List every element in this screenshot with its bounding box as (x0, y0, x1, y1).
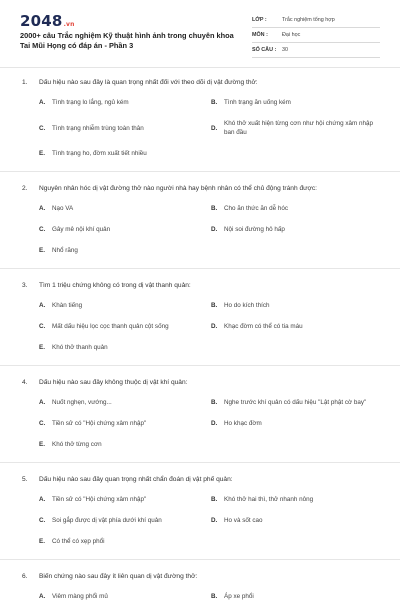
question-list (0, 78, 400, 600)
question-divider (0, 462, 400, 463)
question-5 (0, 475, 400, 546)
option-c[interactable] (39, 225, 211, 234)
option-text: Ho khạc đờm (224, 420, 262, 427)
document-title: 2000+ câu Trắc nghiệm Kỹ thuật hình ảnh trong chuyên khoa Tai Mũi Họng có đáp án - Phần 3 (20, 31, 234, 50)
option-text: Gây mê nội khí quản (52, 226, 111, 233)
option-c[interactable] (39, 516, 211, 525)
option-letter: D. (211, 124, 218, 132)
option-text: Nạo VA (52, 205, 74, 212)
option-letter: C. (39, 517, 46, 524)
option-grid (39, 398, 386, 449)
option-letter: C. (39, 124, 46, 132)
option-e[interactable] (39, 149, 211, 158)
option-letter: A. (39, 99, 46, 106)
option-e[interactable] (39, 537, 211, 546)
option-letter: E. (39, 441, 45, 448)
meta-value: 30 (282, 47, 288, 53)
option-letter: A. (39, 205, 46, 212)
option-d[interactable] (211, 119, 383, 137)
question-number: 2. (22, 185, 28, 192)
site-logo[interactable] (20, 12, 75, 30)
question-1 (0, 78, 400, 158)
option-text: Tình trạng ho, đờm xuất tiết nhiều (52, 150, 147, 157)
option-text: Tình trạng lo lắng, ngủ kém (52, 99, 129, 106)
option-text: Viêm màng phổi mủ (52, 593, 108, 600)
question-text: Dấu hiệu nào sau đây là quan trọng nhất đối với theo dõi dị vật đường thở: (39, 79, 258, 86)
option-text: Khó thở từng cơn (52, 441, 102, 448)
document-header (0, 0, 400, 62)
option-text: Mất dấu hiệu lọc cọc thanh quản cột sống (52, 323, 169, 330)
question-divider (0, 171, 400, 172)
option-letter: B. (211, 593, 218, 600)
option-a[interactable] (39, 592, 211, 600)
question-text: Nguyên nhân hóc dị vật đường thở nào người nhà hay bệnh nhân có thể chủ động tránh được: (39, 185, 317, 192)
option-text: Tiền sử có "Hội chứng xâm nhập" (52, 496, 147, 503)
question-number: 6. (22, 573, 28, 580)
question-stem (22, 281, 386, 290)
option-a[interactable] (39, 204, 211, 213)
option-text: Nội soi đường hô hấp (224, 226, 285, 233)
option-letter: A. (39, 302, 46, 309)
option-text: Ho và sốt cao (224, 517, 263, 524)
option-letter: D. (211, 420, 218, 427)
option-text: Khó thở thanh quản (52, 344, 108, 351)
question-number: 3. (22, 282, 28, 289)
logo-suffix: .vn (63, 21, 75, 28)
option-b[interactable] (211, 398, 383, 407)
option-e[interactable] (39, 440, 211, 449)
option-e[interactable] (39, 343, 211, 352)
option-text: Khạc đờm có thể có tia máu (224, 323, 303, 330)
option-letter: B. (211, 302, 218, 309)
option-letter: D. (211, 226, 218, 233)
question-number: 5. (22, 476, 28, 483)
meta-row-subject (252, 28, 380, 43)
option-text: Ho do kích thích (224, 302, 270, 309)
meta-value: Trắc nghiệm tổng hợp (282, 17, 335, 23)
question-4 (0, 378, 400, 449)
option-a[interactable] (39, 495, 211, 504)
question-2 (0, 184, 400, 255)
option-letter: C. (39, 323, 46, 330)
question-6 (0, 572, 400, 600)
option-a[interactable] (39, 301, 211, 310)
question-3 (0, 281, 400, 352)
meta-info-table (252, 13, 380, 58)
option-d[interactable] (211, 419, 383, 428)
option-grid (39, 98, 386, 158)
option-text: Tình trạng ăn uống kém (224, 99, 291, 106)
meta-label: LỚP : (252, 17, 267, 23)
option-d[interactable] (211, 516, 383, 525)
option-text: Khó thở xuất hiện từng cơn như hội chứng xâm nhập ban đầu (224, 120, 374, 136)
question-divider (0, 268, 400, 269)
meta-label: SỐ CÂU : (252, 47, 277, 53)
question-stem (22, 78, 386, 87)
option-text: Tiền sử có "Hội chứng xâm nhập" (52, 420, 147, 427)
question-divider (0, 559, 400, 560)
header-divider (0, 67, 400, 68)
logo-main: 2048 (20, 12, 63, 30)
meta-row-class (252, 13, 380, 28)
option-letter: B. (211, 205, 218, 212)
option-grid (39, 592, 386, 600)
option-b[interactable] (211, 204, 383, 213)
question-number: 1. (22, 79, 28, 86)
option-d[interactable] (211, 225, 383, 234)
question-text: Tìm 1 triệu chứng không có trong dị vật thanh quản: (39, 282, 191, 289)
option-text: Nhổ răng (52, 247, 78, 254)
option-letter: C. (39, 420, 46, 427)
option-letter: A. (39, 399, 46, 406)
question-text: Dấu hiệu nào sau đây không thuộc dị vật khí quản: (39, 379, 188, 386)
question-number: 4. (22, 379, 28, 386)
option-letter: B. (211, 399, 218, 406)
option-text: Khàn tiếng (52, 302, 83, 309)
option-b[interactable] (211, 98, 383, 107)
meta-row-count (252, 43, 380, 58)
meta-value: Đại học (282, 32, 301, 38)
option-grid (39, 204, 386, 255)
option-letter: D. (211, 323, 218, 330)
question-stem (22, 572, 386, 581)
option-b[interactable] (211, 592, 383, 600)
question-stem (22, 475, 386, 484)
question-divider (0, 365, 400, 366)
question-text: Dấu hiệu nào sau đây quan trọng nhất chẩn đoán dị vật phế quản: (39, 476, 233, 483)
option-text: Cho ăn thức ăn dễ hóc (224, 205, 289, 212)
question-text: Biến chứng nào sau đây ít liên quan dị vật đường thở: (39, 573, 198, 580)
option-b[interactable] (211, 301, 383, 310)
option-text: Nghe trước khí quản có dấu hiệu "Lật phật cờ bay" (224, 399, 367, 406)
option-text: Khó thở hai thì, thở nhanh nông (224, 496, 314, 503)
option-d[interactable] (211, 322, 383, 331)
option-text: Áp xe phổi (224, 593, 254, 600)
option-letter: A. (39, 593, 46, 600)
option-letter: E. (39, 538, 45, 545)
option-letter: B. (211, 99, 218, 106)
option-text: Có thể có xẹp phổi (52, 538, 105, 545)
option-a[interactable] (39, 98, 211, 107)
option-e[interactable] (39, 246, 211, 255)
option-letter: E. (39, 150, 45, 157)
option-letter: D. (211, 517, 218, 524)
question-stem (22, 184, 386, 193)
question-stem (22, 378, 386, 387)
option-c[interactable] (39, 419, 211, 428)
option-letter: A. (39, 496, 46, 503)
option-c[interactable] (39, 322, 211, 331)
option-text: Soi gắp được dị vật phía dưới khí quản (52, 517, 162, 524)
meta-label: MÔN : (252, 32, 268, 38)
option-letter: E. (39, 344, 45, 351)
option-text: Nuốt nghẹn, vướng... (52, 399, 112, 406)
option-grid (39, 301, 386, 352)
option-letter: C. (39, 226, 46, 233)
option-grid (39, 495, 386, 546)
option-text: Tình trạng nhiễm trùng toàn thân (52, 124, 144, 132)
option-letter: E. (39, 247, 45, 254)
option-a[interactable] (39, 398, 211, 407)
option-c[interactable] (39, 119, 211, 137)
option-letter: B. (211, 496, 218, 503)
option-b[interactable] (211, 495, 383, 504)
